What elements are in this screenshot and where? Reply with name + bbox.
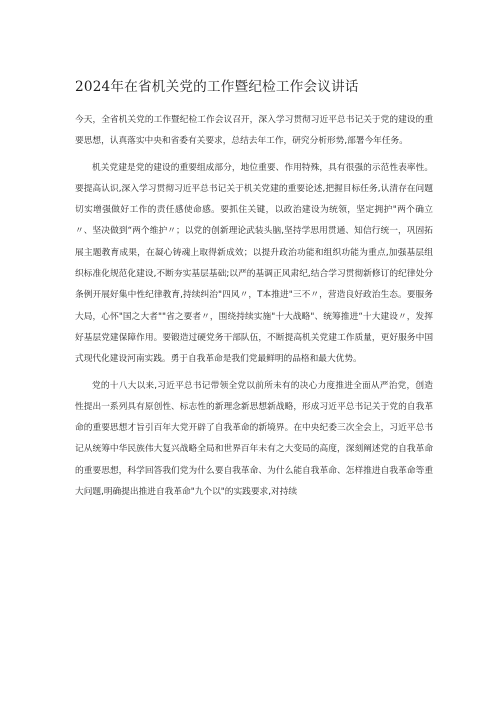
document-body <box>75 110 433 503</box>
document-title: 2024年在省机关党的工作暨纪检工作会议讲话 <box>75 79 359 95</box>
paragraph-opening: 今天，全省机关党的工作暨纪检工作会议召开，深入学习贯彻习近平总书记关于党的建设的重要思想，认真落实中央和省委有关要求，总结去年工作，研究分析形势,部署今年任务。 <box>75 115 433 147</box>
paragraph-party-building: 机关党建是党的建设的重要组成部分，地位重要、作用特殊，具有很强的示范性表率性。要提高认识,深入学习贯彻习近平总书记关于机关党建的重要论述,把握目标任务,认清存在问题切实增强做好工作的责任感使命感。要抓住关键，以政治建设为统领，坚定拥护"两个确立〃、坚决做到“两个维护〃；以党的创新理论武装头脑,坚持学思用贯通、知信行统一，巩固拓展主题教育成果，在凝心铸魂上取得新成效；以提升政治功能和组织功能为重点,加强基层组织标准化规范化建设,不断夯实基层基础;以严的基调正风肃纪,结合学习贯彻新修订的纪律处分条例开展好集中性纪律教育,持续纠治"四风〃，T本推进"三不〃，营造良好政治生态。要服务大局，心怀"国之大者""省之要者〃，围绕持续实施"十大战略"、统筹推进“十大建设〃，发挥好基层党建保障作用。要锻造过硬党务干部队伍，不断提高机关党建工作质量，更好服务中国式现代化建设河南实践。勇于自我革命是我们党最鲜明的品格和最大优势。 <box>75 162 433 365</box>
paragraph-self-revolution: 党的十八大以来,习近平总书记带领全党以前所未有的决心力度推进全面从严治党，创造性提出一系列具有原创性、标志性的新理念新思想新战略，形成习近平总书记关于党的自我革命的重要思想才旨引百年大党开辟了自我革命的新境界。在中央纪委三次全会上，习近平总书记从统筹中华民族伟大复兴战略全局和世界百年未有之大变局的高度，深刻阐述党的自我革命的重要思想，科学回答我们党为什么要自我革命、为什么能自我革命、怎样推进自我革命等重大问题,明确提出推进自我革命"九个以"的实践要求,对持续 <box>75 380 433 498</box>
